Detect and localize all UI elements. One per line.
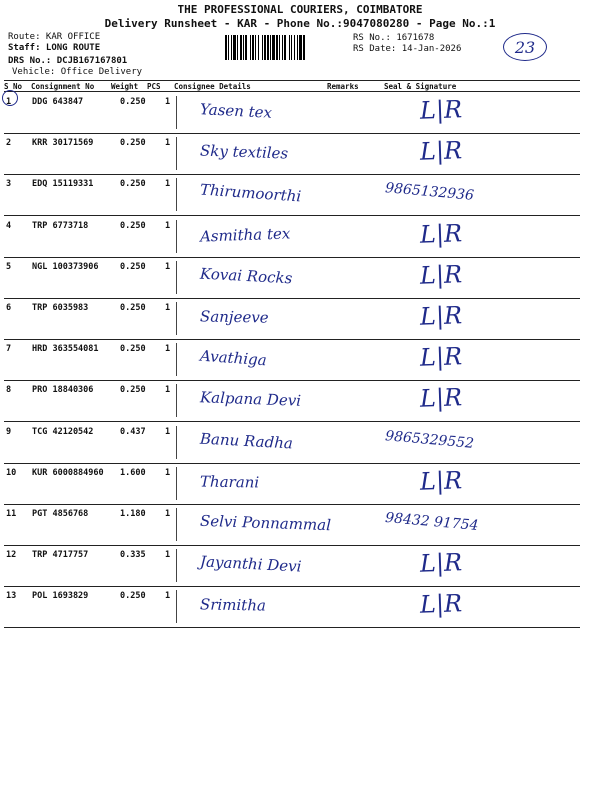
column-separator xyxy=(176,467,177,500)
consignee-name-handwritten: Yasen tex xyxy=(199,100,273,122)
table-row xyxy=(0,92,600,133)
seal-signature-handwritten: L|R xyxy=(419,466,463,496)
consignee-name-handwritten: Jayanthi Devi xyxy=(199,552,302,576)
consignee-name-handwritten: Thirumoorthi xyxy=(199,180,302,206)
seal-signature-handwritten: L|R xyxy=(419,136,463,166)
weight-value: 0.250 xyxy=(120,138,146,148)
pcs-value: 1 xyxy=(165,344,171,354)
serial-number: 5 xyxy=(6,262,12,272)
serial-number: 7 xyxy=(6,344,12,354)
table-row xyxy=(0,380,600,421)
serial-number: 1 xyxy=(6,97,12,107)
pcs-value: 1 xyxy=(165,385,171,395)
col-seal-signature: Seal & Signature xyxy=(384,82,457,91)
header-top-rule xyxy=(4,80,580,81)
table-row xyxy=(0,174,600,215)
pcs-value: 1 xyxy=(165,591,171,601)
vehicle-info: Vehicle: Office Delivery xyxy=(12,67,143,77)
row-separator xyxy=(4,627,580,628)
col-remarks: Remarks xyxy=(327,82,359,91)
rs-date: RS Date: 14-Jan-2026 xyxy=(353,44,462,54)
table-row xyxy=(0,422,600,463)
weight-value: 0.335 xyxy=(120,550,146,560)
column-separator xyxy=(176,220,177,253)
consignee-name-handwritten: Avathiga xyxy=(199,346,268,370)
weight-value: 0.437 xyxy=(120,427,146,437)
table-row xyxy=(0,545,600,586)
seal-signature-handwritten: L|R xyxy=(419,383,463,413)
consignee-name-handwritten: Kalpana Devi xyxy=(199,388,302,410)
page-number-circle xyxy=(503,33,547,61)
col-weight: Weight xyxy=(111,82,139,91)
consignment-number: KUR 6000884960 xyxy=(32,468,104,478)
column-separator xyxy=(176,261,177,294)
pcs-value: 1 xyxy=(165,262,171,272)
consignment-number: EDQ 15119331 xyxy=(32,179,94,189)
consignment-number: KRR 30171569 xyxy=(32,138,94,148)
column-separator xyxy=(176,590,177,623)
col-consignee: Consignee Details xyxy=(174,82,251,91)
weight-value: 0.250 xyxy=(120,262,146,272)
document-title: THE PROFESSIONAL COURIERS, COIMBATORE xyxy=(177,3,423,16)
consignee-name-handwritten: Tharani xyxy=(199,472,260,492)
pcs-value: 1 xyxy=(165,97,171,107)
serial-number: 9 xyxy=(6,427,12,437)
weight-value: 1.600 xyxy=(120,468,146,478)
seal-signature-handwritten: L|R xyxy=(419,95,463,125)
table-row xyxy=(0,339,600,380)
consignment-number: NGL 100373906 xyxy=(32,262,99,272)
column-separator xyxy=(176,343,177,376)
table-row xyxy=(0,133,600,174)
pcs-value: 1 xyxy=(165,550,171,560)
table-row xyxy=(0,504,600,545)
serial-number: 2 xyxy=(6,138,12,148)
serial-number: 3 xyxy=(6,179,12,189)
consignment-number: TCG 42120542 xyxy=(32,427,94,437)
consignment-number: TRP 6035983 xyxy=(32,303,89,313)
column-separator xyxy=(176,549,177,582)
serial-number: 8 xyxy=(6,385,12,395)
weight-value: 0.250 xyxy=(120,303,146,313)
weight-value: 0.250 xyxy=(120,221,146,231)
pcs-value: 1 xyxy=(165,427,171,437)
consignment-number: TRP 4717757 xyxy=(32,550,89,560)
consignment-number: TRP 6773718 xyxy=(32,221,89,231)
weight-value: 0.250 xyxy=(120,179,146,189)
serial-number: 11 xyxy=(6,509,17,519)
consignment-number: DDG 643847 xyxy=(32,97,84,107)
pcs-value: 1 xyxy=(165,509,171,519)
page-number-handwritten: 23 xyxy=(514,37,536,57)
pcs-value: 1 xyxy=(165,303,171,313)
serial-number: 12 xyxy=(6,550,17,560)
consignment-number: PGT 4856768 xyxy=(32,509,89,519)
column-separator xyxy=(176,302,177,335)
weight-value: 0.250 xyxy=(120,97,146,107)
serial-number: 4 xyxy=(6,221,12,231)
consignee-name-handwritten: Banu Radha xyxy=(199,429,294,453)
seal-signature-handwritten: 98432 91754 xyxy=(384,509,480,535)
drs-number: DRS No.: DCJB167167801 xyxy=(8,56,128,66)
column-separator xyxy=(176,96,177,129)
seal-signature-handwritten: L|R xyxy=(419,589,463,619)
consignee-name-handwritten: Sanjeeve xyxy=(199,307,269,327)
pcs-value: 1 xyxy=(165,221,171,231)
consignment-number: PRO 18840306 xyxy=(32,385,94,395)
weight-value: 0.250 xyxy=(120,591,146,601)
column-separator xyxy=(176,508,177,541)
column-separator xyxy=(176,384,177,417)
consignee-name-handwritten: Kovai Rocks xyxy=(199,264,293,288)
seal-signature-handwritten: L|R xyxy=(419,260,463,290)
weight-value: 0.250 xyxy=(120,344,146,354)
pcs-value: 1 xyxy=(165,138,171,148)
serial-number: 10 xyxy=(6,468,17,478)
consignee-name-handwritten: Asmitha tex xyxy=(199,224,291,246)
column-separator xyxy=(176,426,177,459)
serial-number: 13 xyxy=(6,591,17,601)
pcs-value: 1 xyxy=(165,468,171,478)
table-row xyxy=(0,216,600,257)
weight-value: 1.180 xyxy=(120,509,146,519)
consignment-number: HRD 363554081 xyxy=(32,344,99,354)
seal-signature-handwritten: L|R xyxy=(419,219,463,249)
weight-value: 0.250 xyxy=(120,385,146,395)
table-row xyxy=(0,298,600,339)
pcs-value: 1 xyxy=(165,179,171,189)
barcode-image xyxy=(225,35,350,60)
column-separator xyxy=(176,137,177,170)
serial-number: 6 xyxy=(6,303,12,313)
col-consignment: Consignment No xyxy=(31,82,95,91)
col-sno: S No xyxy=(4,82,23,91)
column-separator xyxy=(176,178,177,211)
table-row xyxy=(0,463,600,504)
staff-info: Staff: LONG ROUTE xyxy=(8,43,101,53)
consignee-name-handwritten: Selvi Ponnammal xyxy=(199,511,332,535)
seal-signature-handwritten: L|R xyxy=(419,342,463,372)
seal-signature-handwritten: 9865132936 xyxy=(384,180,475,204)
table-row xyxy=(0,257,600,298)
route-info: Route: KAR OFFICE xyxy=(8,32,101,42)
col-pcs: PCS xyxy=(147,82,161,91)
consignee-name-handwritten: Srimitha xyxy=(199,595,267,615)
document-subtitle: Delivery Runsheet - KAR - Phone No.:9047080280 - Page No.:1 xyxy=(104,17,496,30)
seal-signature-handwritten: L|R xyxy=(419,301,463,331)
rs-number: RS No.: 1671678 xyxy=(353,33,435,43)
seal-signature-handwritten: L|R xyxy=(419,548,463,578)
consignee-name-handwritten: Sky textiles xyxy=(199,141,289,163)
seal-signature-handwritten: 9865329552 xyxy=(384,428,475,452)
consignment-number: POL 1693829 xyxy=(32,591,89,601)
table-row xyxy=(0,586,600,627)
